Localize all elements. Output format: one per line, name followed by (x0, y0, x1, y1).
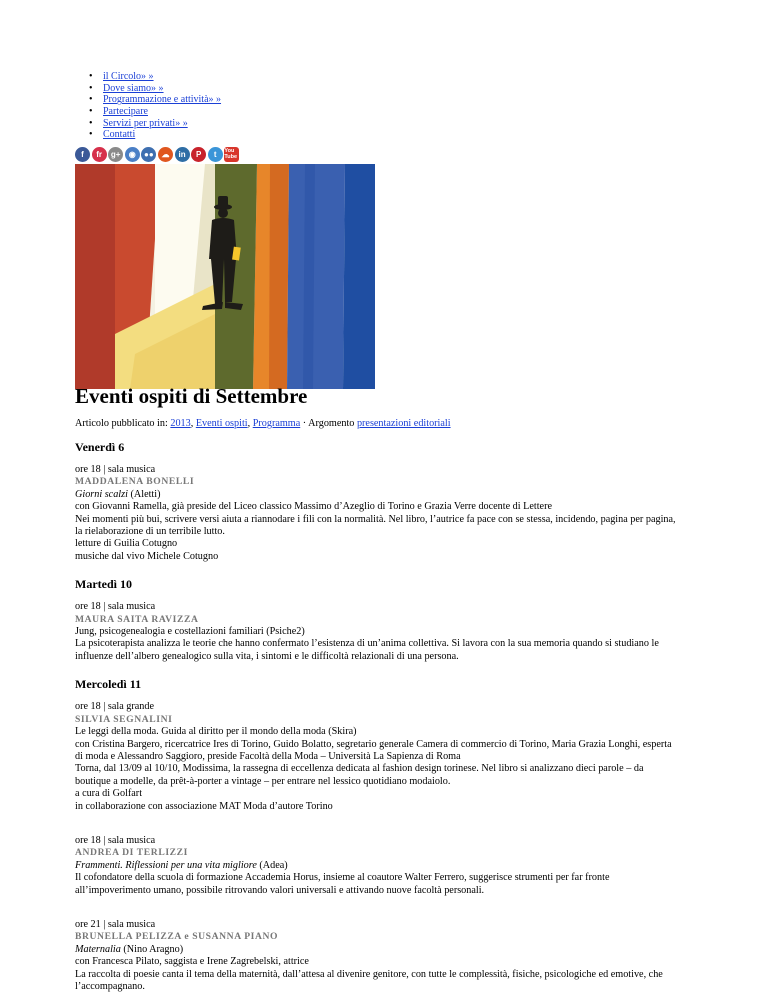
events-list (75, 440, 715, 993)
nav-link-circolo[interactable]: il Circolo» » (103, 71, 154, 82)
main-nav (89, 71, 221, 141)
hero-illustration (75, 164, 375, 389)
event-book-publisher: (Nino Aragno) (120, 943, 184, 955)
event-author: ANDREA DI TERLIZZI (75, 847, 188, 859)
event-book-title: Frammenti. Riflessioni per una vita migliore (75, 859, 257, 871)
event-description-line: boutique a modelle, da prêt-à-porter a vintage – per entrare nel lessico quotidiano modaiolo. (75, 775, 451, 787)
event-time-venue: ore 18 | sala grande (75, 701, 154, 713)
day-heading: Mercoledì 11 (75, 677, 142, 692)
event-author: SILVIA SEGNALINI (75, 713, 173, 725)
event-book (75, 860, 715, 872)
event-author: MADDALENA BONELLI (75, 476, 195, 488)
nav-item-circolo (89, 71, 221, 83)
category-link-programma[interactable]: Programma (252, 418, 301, 429)
category-link-2013[interactable]: 2013 (170, 418, 191, 429)
twitter-icon[interactable]: t (208, 147, 223, 162)
day-section (75, 577, 715, 663)
event-description-line: Nei momenti più bui, scrivere versi aiuta a riannodare i fili con la normalità. Nel libro, l’autrice fa pace con se stessa, incidendo, pagina per pagina, (75, 513, 676, 525)
event-book-publisher: (Adea) (256, 859, 288, 871)
event-description-line: con Francesca Pilato, saggista e Irene Zagrebelski, attrice (75, 956, 309, 968)
linkedin-icon[interactable]: in (175, 147, 190, 162)
event-description-line: con Giovanni Ramella, già preside del Liceo classico Massimo d’Azeglio di Torino e Grazia Verre docente di Lettere (75, 501, 552, 513)
nav-link-programmazione[interactable]: Programmazione e attività» » (103, 94, 222, 106)
event-book-publisher: Le leggi della moda. Guida al diritto per il mondo della moda (Skira) (75, 726, 357, 738)
event-author: MAURA SAITA RAVIZZA (75, 613, 199, 625)
event-author: BRUNELLA PELIZZA e SUSANNA PIANO (75, 931, 279, 943)
facebook-icon[interactable]: f (75, 147, 90, 162)
event-book (75, 489, 715, 501)
youtube-icon[interactable]: You Tube (224, 147, 239, 162)
event-description-line: a cura di Golfart (75, 788, 143, 800)
event-description-line: l’accompagnano. (75, 981, 145, 992)
article-title: Eventi ospiti di Settembre (75, 384, 308, 408)
event-description-line: di moda e Alessandro Saggioro, preside Facoltà della Moda – Università La Sapienza di Roma (75, 750, 461, 762)
event-description-line: La psicoterapista analizza le teorie che hanno confermato l’esistenza di un’anima collettiva. Si lavora con la sua memoria quando si studiano le (75, 638, 659, 650)
event-item (75, 701, 715, 813)
event-book (75, 626, 715, 638)
article-meta (75, 418, 451, 430)
nav-link-contatti[interactable]: Contatti (103, 129, 136, 141)
event-time-venue: ore 18 | sala musica (75, 834, 156, 846)
meta-topic-prefix: · Argomento (300, 418, 357, 429)
event-description-line: La raccolta di poesie canta il tema della maternità, dall’attesa al divenire genitore, con tutte le complessità, fisiche, psicologiche ed emotive, che (75, 968, 663, 980)
event-book-publisher: (Aletti) (127, 488, 161, 500)
event-description-line: in collaborazione con associazione MAT Moda d’autore Torino (75, 800, 333, 812)
event-book-publisher: Jung, psicogenealogia e costellazioni familiari (Psiche2) (75, 626, 305, 638)
event-description-line: con Cristina Bargero, ricercatrice Ires di Torino, Guido Bolatto, segretario generale Camera di commercio di Torino, Maria Grazia Longhi, esperta (75, 738, 672, 750)
category-link-eventi-ospiti[interactable]: Eventi ospiti (195, 418, 248, 429)
event-book-title: Maternalia (75, 943, 121, 955)
event-description-line: la rielaborazione di un terribile lutto. (75, 526, 225, 538)
day-heading: Venerdì 6 (75, 440, 125, 454)
soundcloud-icon[interactable]: ☁ (158, 147, 173, 162)
event-item (75, 835, 715, 897)
event-item (75, 919, 715, 993)
nav-item-partecipare (89, 106, 221, 118)
event-description-line: Il cofondatore della scuola di formazione Accademia Horus, insieme al coautore Walter Ferrero, suggerisce strumenti per far fronte (75, 872, 610, 884)
event-description-line: Torna, dal 13/09 al 10/10, Modissima, la rassegna di eccellenza dedicata al fashion design torinese. Nel libro si analizzano dieci parole – da (75, 763, 644, 775)
topic-link[interactable]: presentazioni editoriali (356, 418, 451, 429)
google-plus-icon[interactable]: g+ (108, 147, 123, 162)
nav-item-programmazione (89, 94, 221, 106)
nav-link-servizi[interactable]: Servizi per privati» » (103, 117, 188, 129)
nav-item-contatti (89, 129, 221, 141)
flickr-icon[interactable]: ●● (141, 147, 156, 162)
pinterest-icon[interactable]: P (191, 147, 206, 162)
event-description-line: all’impoverimento umano, possibile ritrovando valori universali e attivando nuove facoltà personali. (75, 884, 485, 896)
friendfeed-icon[interactable]: fr (92, 147, 107, 162)
meta-prefix: Articolo pubblicato in: (75, 418, 171, 429)
event-description-line: musiche dal vivo Michele Cotugno (75, 550, 219, 562)
event-description-line: influenze dell’albero genealogico sulla vita, i sintomi e le difficoltà relazionali di una persona. (75, 650, 459, 662)
event-book (75, 726, 715, 738)
event-item (75, 464, 715, 563)
event-time-venue: ore 18 | sala musica (75, 601, 156, 613)
meta-sep: , (247, 418, 253, 429)
event-item (75, 601, 715, 663)
nav-link-partecipare[interactable]: Partecipare (103, 106, 148, 118)
nav-item-servizi (89, 118, 221, 130)
event-time-venue: ore 18 | sala musica (75, 464, 156, 475)
social-icons-bar (75, 147, 239, 162)
meta-sep: , (190, 418, 196, 429)
event-book-title: Giorni scalzi (75, 488, 128, 500)
nav-link-dove-siamo[interactable]: Dove siamo» » (103, 82, 164, 94)
day-section (75, 677, 715, 993)
day-heading: Martedì 10 (75, 577, 132, 592)
day-section (75, 440, 715, 563)
event-description-line: letture di Guilia Cotugno (75, 538, 178, 550)
event-time-venue: ore 21 | sala musica (75, 918, 156, 930)
issuu-icon[interactable]: ◉ (125, 147, 140, 162)
nav-item-dove-siamo (89, 83, 221, 95)
event-book (75, 944, 715, 956)
